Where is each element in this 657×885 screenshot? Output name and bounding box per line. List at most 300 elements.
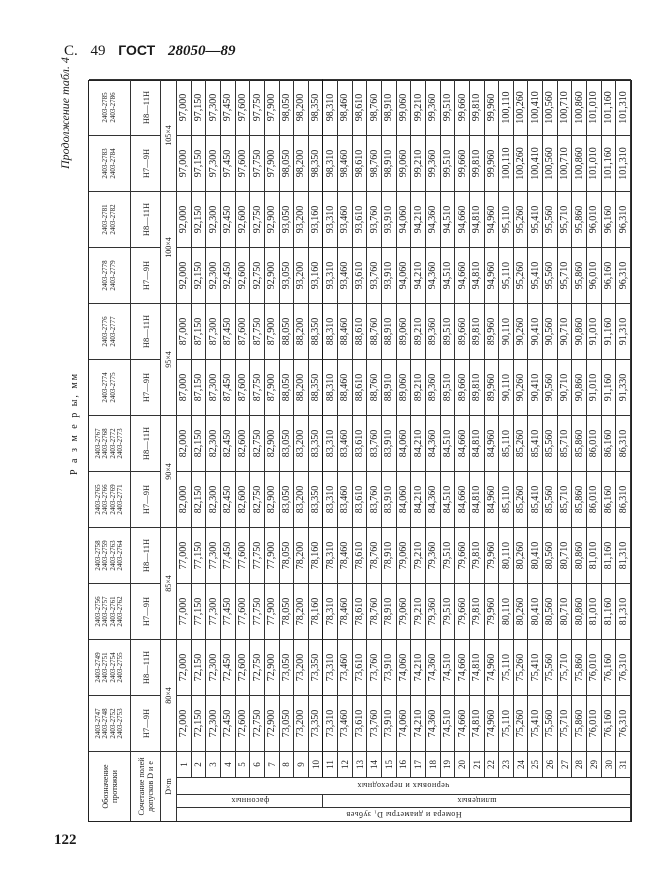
diameter-value: 75,710 (558, 639, 573, 695)
diameter-value: 95,860 (572, 191, 587, 247)
designation-code: 2403-2754 (108, 652, 117, 683)
diameter-value: 78,310 (323, 527, 338, 583)
row-number: 20 (455, 751, 470, 777)
diameter-value: 95,260 (514, 247, 529, 303)
diameter-value: 83,050 (280, 471, 295, 527)
teeth-label-cell (177, 807, 631, 821)
row-number: 6 (250, 751, 265, 777)
designation-code: 2403-2783 (101, 148, 109, 179)
diameter-value: 72,300 (206, 639, 221, 695)
diameter-value: 93,200 (294, 191, 309, 247)
diameter-value: 80,110 (499, 583, 514, 639)
diameter-value: 96,010 (587, 191, 602, 247)
diameter-value: 77,600 (236, 583, 251, 639)
designation-cell (89, 303, 131, 359)
diameter-value: 84,510 (441, 471, 456, 527)
diameter-value: 77,600 (236, 527, 251, 583)
diameter-value: 79,660 (455, 583, 470, 639)
diameter-value: 76,010 (587, 639, 602, 695)
designation-code: 2403-2773 (116, 428, 124, 459)
diameter-value: 89,210 (411, 359, 426, 415)
designation-code: 2403-2779 (108, 260, 117, 291)
diameter-value: 98,760 (367, 135, 382, 191)
spline-label: шлицевых (457, 796, 497, 806)
diameter-value: 89,960 (485, 303, 500, 359)
diameter-value: 83,350 (309, 415, 324, 471)
diameter-value: 83,200 (294, 471, 309, 527)
diameter-value: 97,150 (192, 135, 207, 191)
diameter-value: 75,410 (528, 639, 543, 695)
diameter-value: 76,310 (616, 639, 631, 695)
diameter-value: 80,560 (543, 583, 558, 639)
diameter-value: 83,200 (294, 415, 309, 471)
diameter-value: 77,150 (192, 527, 207, 583)
diameter-value: 92,450 (221, 191, 236, 247)
diameter-value: 92,150 (192, 191, 207, 247)
designation-code: 2403-2778 (101, 260, 109, 291)
table-continuation-caption: Продолжение табл. 4 (58, 57, 72, 169)
diameter-value: 73,350 (309, 695, 324, 751)
diameter-value: 85,260 (514, 415, 529, 471)
diameter-value: 98,460 (338, 135, 353, 191)
diameter-value: 99,360 (426, 135, 441, 191)
diameter-value: 78,050 (280, 527, 295, 583)
diameter-value: 94,510 (441, 191, 456, 247)
designation-code: 2403-2761 (108, 596, 117, 627)
diameter-value: 89,960 (485, 359, 500, 415)
diameter-value: 82,900 (265, 471, 280, 527)
diameter-value: 90,860 (572, 303, 587, 359)
designation-code: 2403-2764 (116, 540, 124, 571)
designation-code: 2403-2768 (101, 428, 109, 459)
diameter-value: 86,010 (587, 415, 602, 471)
diameter-value: 74,660 (455, 639, 470, 695)
diameter-value: 100,710 (558, 79, 573, 135)
designation-cell (89, 191, 131, 247)
designation-code: 2403-2756 (93, 596, 102, 627)
diameter-value: 100,410 (528, 79, 543, 135)
size-group-label: 95×4 (161, 303, 177, 415)
diameter-value: 88,460 (338, 303, 353, 359)
diameter-value: 99,060 (397, 135, 412, 191)
designation-code: 2403-2751 (101, 652, 109, 683)
tolerance-cell: H7—9H (131, 695, 161, 751)
diameter-value: 83,460 (338, 415, 353, 471)
diameter-value: 83,350 (309, 471, 324, 527)
diameter-value: 72,900 (265, 639, 280, 695)
diameter-value: 77,750 (250, 527, 265, 583)
diameter-value: 86,310 (616, 471, 631, 527)
diameter-value: 92,900 (265, 191, 280, 247)
diameter-value: 98,050 (280, 135, 295, 191)
diameter-value: 85,860 (572, 415, 587, 471)
shaped-label-cell (177, 794, 323, 807)
diameter-value: 98,610 (353, 79, 368, 135)
tolerance-cell: H7—9H (131, 583, 161, 639)
diameter-value: 83,760 (367, 415, 382, 471)
diameter-value: 87,150 (192, 359, 207, 415)
diameter-value: 93,160 (309, 247, 324, 303)
diameter-value: 80,710 (558, 583, 573, 639)
diameter-value: 82,450 (221, 415, 236, 471)
diameter-value: 79,660 (455, 527, 470, 583)
diameter-value: 91,010 (587, 359, 602, 415)
diameter-value: 82,150 (192, 415, 207, 471)
diameter-value: 75,410 (528, 695, 543, 751)
designation-cell (89, 79, 131, 135)
diameter-value: 87,900 (265, 303, 280, 359)
designation-code: 2403-2769 (108, 484, 117, 515)
diameter-value: 95,710 (558, 247, 573, 303)
diameter-value: 92,900 (265, 247, 280, 303)
diameter-value: 94,960 (485, 247, 500, 303)
designation-code: 2403-2752 (108, 708, 117, 739)
dxm-header: D×m (161, 751, 177, 821)
designation-code: 2403-2767 (93, 428, 102, 459)
diameter-value: 101,310 (616, 79, 631, 135)
diameter-value: 87,450 (221, 359, 236, 415)
diameter-value: 87,300 (206, 359, 221, 415)
diameter-value: 93,760 (367, 191, 382, 247)
designation-code: 2403-2781 (101, 204, 109, 235)
rough-label: черновых и переходных (357, 781, 450, 791)
diameter-value: 98,610 (353, 135, 368, 191)
designation-cell (89, 639, 131, 695)
diameter-value: 94,360 (426, 247, 441, 303)
diameter-value: 74,510 (441, 639, 456, 695)
diameter-value: 96,010 (587, 247, 602, 303)
diameter-value: 92,600 (236, 191, 251, 247)
diameter-value: 92,750 (250, 191, 265, 247)
diameter-value: 83,460 (338, 471, 353, 527)
diameter-value: 78,610 (353, 583, 368, 639)
diameter-value: 87,600 (236, 359, 251, 415)
diameter-value: 99,060 (397, 79, 412, 135)
diameter-value: 73,610 (353, 639, 368, 695)
diameter-value: 84,060 (397, 415, 412, 471)
tolerance-cell: H8—11H (131, 527, 161, 583)
diameter-value: 88,350 (309, 303, 324, 359)
diameter-value: 89,060 (397, 359, 412, 415)
diameter-value: 89,810 (470, 303, 485, 359)
row-number: 5 (236, 751, 251, 777)
row-number: 15 (382, 751, 397, 777)
diameter-value: 77,750 (250, 583, 265, 639)
diameter-value: 90,710 (558, 303, 573, 359)
diameter-value: 99,810 (470, 79, 485, 135)
diameter-value: 74,060 (397, 639, 412, 695)
diameter-value: 93,610 (353, 247, 368, 303)
diameter-value: 74,960 (485, 695, 500, 751)
designation-code: 2403-2758 (93, 540, 102, 571)
diameter-value: 87,750 (250, 303, 265, 359)
diameter-value: 94,210 (411, 247, 426, 303)
diameter-value: 98,050 (280, 79, 295, 135)
diameter-value: 81,010 (587, 583, 602, 639)
diameter-value: 73,610 (353, 695, 368, 751)
page-number: 122 (54, 832, 77, 848)
diameter-value: 91,330 (616, 359, 631, 415)
diameter-value: 74,810 (470, 639, 485, 695)
row-number: 19 (441, 751, 456, 777)
diameter-value: 83,610 (353, 471, 368, 527)
diameter-value: 88,200 (294, 303, 309, 359)
designation-code: 2403-2776 (101, 316, 109, 347)
diameter-value: 82,600 (236, 415, 251, 471)
diameter-value: 81,010 (587, 527, 602, 583)
diameter-value: 80,260 (514, 527, 529, 583)
diameter-value: 84,660 (455, 471, 470, 527)
diameter-value: 73,200 (294, 695, 309, 751)
diameter-value: 74,360 (426, 639, 441, 695)
diameter-value: 72,750 (250, 695, 265, 751)
diameter-value: 72,750 (250, 639, 265, 695)
diameter-value: 83,610 (353, 415, 368, 471)
designation-header: Обозначение протяжки (89, 751, 131, 821)
diameter-value: 91,160 (602, 303, 617, 359)
diameter-value: 84,810 (470, 415, 485, 471)
diameter-value: 100,560 (543, 135, 558, 191)
diameter-value: 82,150 (192, 471, 207, 527)
designation-cell (89, 359, 131, 415)
diameter-value: 92,600 (236, 247, 251, 303)
diameter-value: 84,060 (397, 471, 412, 527)
diameter-value: 93,310 (323, 247, 338, 303)
diameter-value: 83,310 (323, 415, 338, 471)
diameter-value: 85,860 (572, 471, 587, 527)
diameter-value: 84,810 (470, 471, 485, 527)
shaped-label: фасонных (230, 796, 269, 806)
diameter-value: 90,860 (572, 359, 587, 415)
diameter-value: 74,060 (397, 695, 412, 751)
row-number: 27 (558, 751, 573, 777)
diameter-value: 95,410 (528, 191, 543, 247)
row-number: 17 (411, 751, 426, 777)
designation-code: 2403-2777 (108, 316, 117, 347)
tolerance-cell: H7—9H (131, 135, 161, 191)
diameter-value: 97,750 (250, 79, 265, 135)
diameter-value: 97,300 (206, 135, 221, 191)
diameter-value: 88,050 (280, 359, 295, 415)
diameter-value: 90,560 (543, 303, 558, 359)
diameter-value: 78,160 (309, 527, 324, 583)
diameter-value: 92,450 (221, 247, 236, 303)
diameter-value: 77,300 (206, 583, 221, 639)
diameter-value: 90,410 (528, 303, 543, 359)
designation-code: 2403-2757 (101, 596, 109, 627)
diameter-value: 76,160 (602, 695, 617, 751)
diameter-value: 85,110 (499, 471, 514, 527)
diameter-value: 90,710 (558, 359, 573, 415)
designation-code: 2403-2749 (93, 652, 102, 683)
diameter-value: 72,450 (221, 639, 236, 695)
diameter-value: 90,260 (514, 359, 529, 415)
designation-cell (89, 247, 131, 303)
diameter-value: 100,260 (514, 79, 529, 135)
row-number: 11 (323, 751, 338, 777)
diameter-value: 72,300 (206, 695, 221, 751)
diameter-value: 87,150 (192, 303, 207, 359)
designation-code: 2403-2748 (101, 708, 109, 739)
diameter-value: 99,660 (455, 79, 470, 135)
diameter-value: 101,010 (587, 135, 602, 191)
diameter-value: 73,460 (338, 695, 353, 751)
row-number: 3 (206, 751, 221, 777)
diameter-value: 94,660 (455, 191, 470, 247)
diameter-value: 79,060 (397, 527, 412, 583)
diameter-value: 89,660 (455, 303, 470, 359)
diameter-value: 89,810 (470, 359, 485, 415)
diameter-value: 88,310 (323, 359, 338, 415)
diameter-value: 81,310 (616, 583, 631, 639)
diameter-value: 88,050 (280, 303, 295, 359)
diameter-value: 78,050 (280, 583, 295, 639)
diameter-value: 84,960 (485, 415, 500, 471)
diameter-value: 99,510 (441, 135, 456, 191)
diameter-value: 98,200 (294, 135, 309, 191)
diameter-value: 79,510 (441, 583, 456, 639)
diameter-value: 89,660 (455, 359, 470, 415)
diameter-value: 79,210 (411, 527, 426, 583)
diameter-value: 85,110 (499, 415, 514, 471)
diameter-value: 89,360 (426, 303, 441, 359)
diameter-value: 72,150 (192, 639, 207, 695)
diameter-value: 78,910 (382, 527, 397, 583)
diameter-value: 82,000 (177, 471, 192, 527)
diameter-value: 93,460 (338, 191, 353, 247)
designation-cell (89, 415, 131, 471)
diameter-value: 101,010 (587, 79, 602, 135)
diameter-value: 88,610 (353, 359, 368, 415)
row-number: 21 (470, 751, 485, 777)
diameter-value: 90,110 (499, 303, 514, 359)
diameter-value: 98,310 (323, 79, 338, 135)
designation-code: 2403-2786 (108, 92, 117, 123)
diameter-value: 77,450 (221, 527, 236, 583)
diameter-value: 92,300 (206, 191, 221, 247)
designation-code: 2403-2775 (108, 372, 117, 403)
designation-code: 2403-2774 (101, 372, 109, 403)
designation-code: 2403-2753 (116, 708, 124, 739)
diameter-value: 92,750 (250, 247, 265, 303)
diameter-value: 98,350 (309, 135, 324, 191)
diameter-value: 92,000 (177, 247, 192, 303)
diameter-value: 100,410 (528, 135, 543, 191)
diameter-value: 75,110 (499, 639, 514, 695)
dimensions-table (88, 80, 632, 822)
sizes-caption: Р а з м е р ы, мм (69, 371, 80, 475)
diameter-value: 92,000 (177, 191, 192, 247)
diameter-value: 94,060 (397, 191, 412, 247)
diameter-value: 81,310 (616, 527, 631, 583)
diameter-value: 78,160 (309, 583, 324, 639)
diameter-value: 95,560 (543, 247, 558, 303)
diameter-value: 82,000 (177, 415, 192, 471)
diameter-value: 97,600 (236, 79, 251, 135)
designation-cell (89, 695, 131, 751)
diameter-value: 79,210 (411, 583, 426, 639)
diameter-value: 84,210 (411, 471, 426, 527)
diameter-value: 86,310 (616, 415, 631, 471)
diameter-value: 87,900 (265, 359, 280, 415)
diameter-value: 72,150 (192, 695, 207, 751)
diameter-value: 83,760 (367, 471, 382, 527)
diameter-value: 97,900 (265, 135, 280, 191)
page-header (64, 42, 244, 60)
rough-label-cell (177, 777, 631, 794)
diameter-value: 78,760 (367, 527, 382, 583)
diameter-value: 85,560 (543, 471, 558, 527)
diameter-value: 72,600 (236, 695, 251, 751)
row-number: 29 (587, 751, 602, 777)
row-number: 2 (192, 751, 207, 777)
diameter-value: 93,160 (309, 191, 324, 247)
diameter-value: 87,600 (236, 303, 251, 359)
diameter-value: 94,060 (397, 247, 412, 303)
diameter-value: 94,360 (426, 191, 441, 247)
diameter-value: 72,000 (177, 695, 192, 751)
diameter-value: 75,110 (499, 695, 514, 751)
row-number: 4 (221, 751, 236, 777)
size-group-label: 85×4 (161, 527, 177, 639)
diameter-value: 97,150 (192, 79, 207, 135)
diameter-value: 83,310 (323, 471, 338, 527)
diameter-value: 94,810 (470, 191, 485, 247)
tolerance-header: Сочетание полей допусков D и e (131, 751, 161, 821)
page-sheet-number: 49 (90, 43, 106, 59)
diameter-value: 73,460 (338, 639, 353, 695)
diameter-value: 89,510 (441, 359, 456, 415)
diameter-value: 95,110 (499, 191, 514, 247)
diameter-value: 79,960 (485, 583, 500, 639)
designation-cell (89, 135, 131, 191)
diameter-value: 97,600 (236, 135, 251, 191)
diameter-value: 75,260 (514, 695, 529, 751)
row-number: 8 (280, 751, 295, 777)
row-number: 28 (572, 751, 587, 777)
diameter-value: 74,510 (441, 695, 456, 751)
size-group-label: 100×4 (161, 191, 177, 303)
diameter-value: 93,460 (338, 247, 353, 303)
diameter-value: 87,450 (221, 303, 236, 359)
diameter-value: 82,750 (250, 415, 265, 471)
row-number: 24 (514, 751, 529, 777)
diameter-value: 85,560 (543, 415, 558, 471)
diameter-value: 95,260 (514, 191, 529, 247)
diameter-value: 77,300 (206, 527, 221, 583)
row-number: 14 (367, 751, 382, 777)
tolerance-cell: H7—9H (131, 247, 161, 303)
row-number: 31 (616, 751, 631, 777)
designation-code: 2403-2765 (93, 484, 102, 515)
diameter-value: 98,910 (382, 79, 397, 135)
tolerance-cell: H7—9H (131, 471, 161, 527)
diameter-value: 84,660 (455, 415, 470, 471)
diameter-value: 80,860 (572, 583, 587, 639)
diameter-value: 94,660 (455, 247, 470, 303)
diameter-value: 74,210 (411, 695, 426, 751)
size-group-label: 90×4 (161, 415, 177, 527)
diameter-value: 74,810 (470, 695, 485, 751)
diameter-value: 81,160 (602, 527, 617, 583)
designation-code: 2403-2766 (101, 484, 109, 515)
diameter-value: 78,460 (338, 527, 353, 583)
diameter-value: 76,010 (587, 695, 602, 751)
diameter-value: 87,000 (177, 303, 192, 359)
row-number: 23 (499, 751, 514, 777)
diameter-value: 88,200 (294, 359, 309, 415)
designation-code: 2403-2747 (93, 708, 102, 739)
